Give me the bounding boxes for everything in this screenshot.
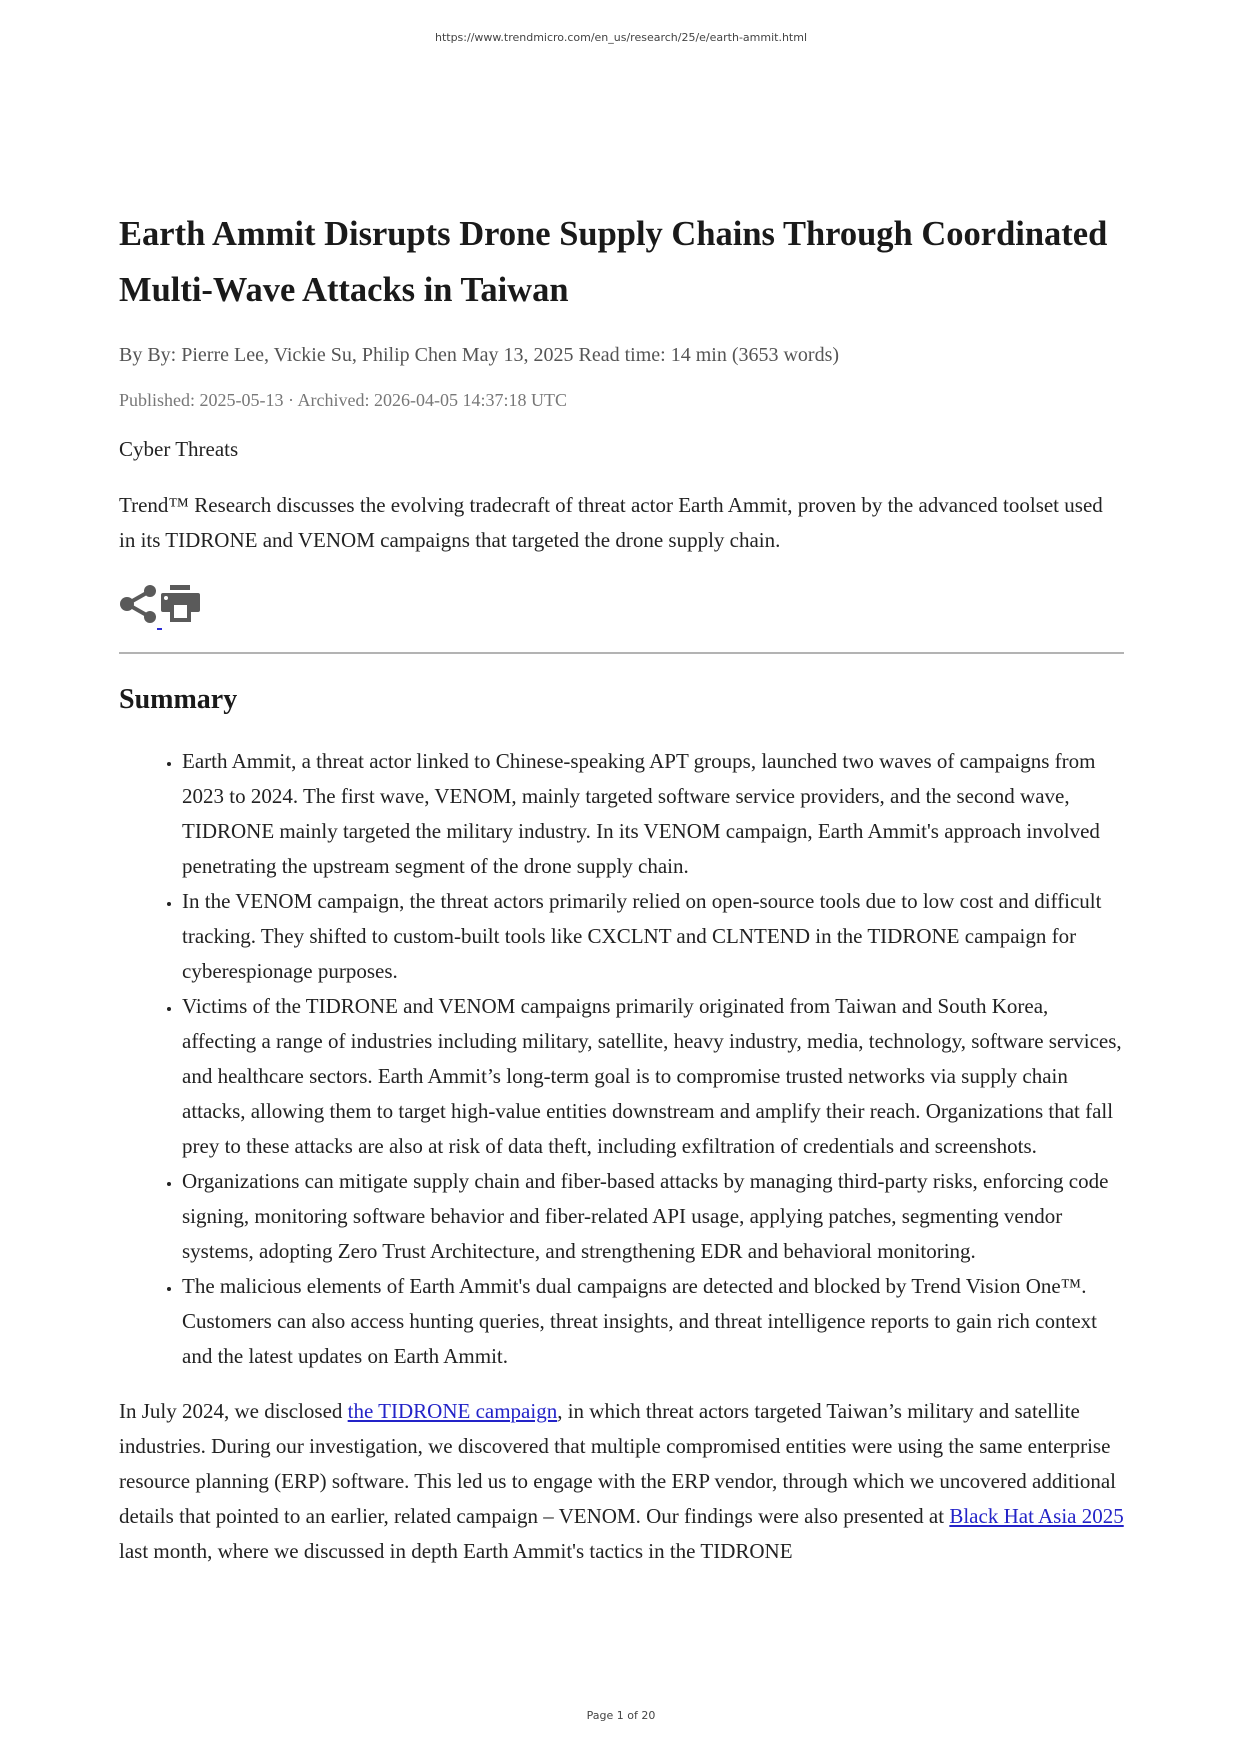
- summary-item: • The malicious elements of Earth Ammit's dual campaigns are detected and blocked by Trend Vision One™. Customers can also access hunting queries, threat insights, and threat intelligence reports to gain rich context and the latest updates on Earth Ammit.: [182, 1269, 1124, 1374]
- body-text: last month, where we discussed in depth Earth Ammit's tactics in the TIDRONE: [119, 1539, 793, 1563]
- article-category: Cyber Threats: [119, 437, 239, 461]
- article: [119, 206, 1124, 1569]
- section-divider: [119, 652, 1124, 654]
- summary-item: • Victims of the TIDRONE and VENOM campaigns primarily originated from Taiwan and South Korea, affecting a range of industries including military, satellite, heavy industry, media, technology, software services, and healthcare sectors. Earth Ammit’s long-term goal is to compromise trusted networks via supply chain attacks, allowing them to target high-value entities downstream and amplify their reach. Organizations that fall prey to these attacks are also at risk of data theft, including exfiltration of credentials and screenshots.: [182, 989, 1124, 1164]
- summary-item: • Earth Ammit, a threat actor linked to Chinese-speaking APT groups, launched two waves of campaigns from 2023 to 2024. The first wave, VENOM, mainly targeted software service providers, and the second wave, TIDRONE mainly targeted the military industry. In its VENOM campaign, Earth Ammit's approach involved penetrating the upstream segment of the drone supply chain.: [182, 744, 1124, 884]
- summary-item: • In the VENOM campaign, the threat actors primarily relied on open-source tools due to low cost and difficult tracking. They shifted to custom-built tools like CXCLNT and CLNTEND in the TIDRONE campaign for cyberespionage purposes.: [182, 884, 1124, 989]
- summary-list: [119, 744, 1124, 1374]
- article-title: Earth Ammit Disrupts Drone Supply Chains Through Coordinated Multi-Wave Attacks in Taiwan: [119, 215, 1108, 309]
- summary-heading: Summary: [119, 684, 238, 715]
- summary-item: • Organizations can mitigate supply chain and fiber-based attacks by managing third-party risks, enforcing code signing, monitoring software behavior and fiber-related API usage, applying patches, segmenting vendor systems, adopting Zero Trust Architecture, and strengthening EDR and behavioral monitoring.: [182, 1164, 1124, 1269]
- tidrone-campaign-link[interactable]: the TIDRONE campaign: [347, 1399, 558, 1423]
- article-byline: By By: Pierre Lee, Vickie Su, Philip Chen May 13, 2025 Read time: 14 min (3653 words): [119, 344, 840, 366]
- article-intro: Trend™ Research discusses the evolving tradecraft of threat actor Earth Ammit, proven by the advanced toolset used in its TIDRONE and VENOM campaigns that targeted the drone supply chain.: [119, 493, 1103, 552]
- body-paragraph: [119, 1394, 1124, 1569]
- body-text: In July 2024, we disclosed: [119, 1399, 348, 1423]
- printer-icon: [159, 584, 203, 624]
- page-url-header: https://www.trendmicro.com/en_us/research/25/e/earth-ammit.html: [434, 31, 808, 44]
- share-icon: [119, 584, 157, 624]
- body-text: , in which threat actors targeted Taiwan’s military and satellite industries. During our investigation, we discovered that multiple compromised entities were using the same enterprise resource planning (ERP) software. This led us to engage with the ERP vendor, through which we uncovered additional details that pointed to an earlier, related campaign – VENOM. Our findings were also presented at: [119, 1399, 1117, 1528]
- black-hat-asia-link[interactable]: Black Hat Asia 2025: [949, 1504, 1124, 1528]
- share-link[interactable]: [119, 584, 157, 629]
- print-button[interactable]: [159, 584, 203, 629]
- page-number: Page 1 of 20: [586, 1709, 656, 1722]
- article-actions: [119, 584, 1124, 628]
- archive-metadata: Published: 2025-05-13 · Archived: 2026-04-05 14:37:18 UTC: [119, 390, 567, 410]
